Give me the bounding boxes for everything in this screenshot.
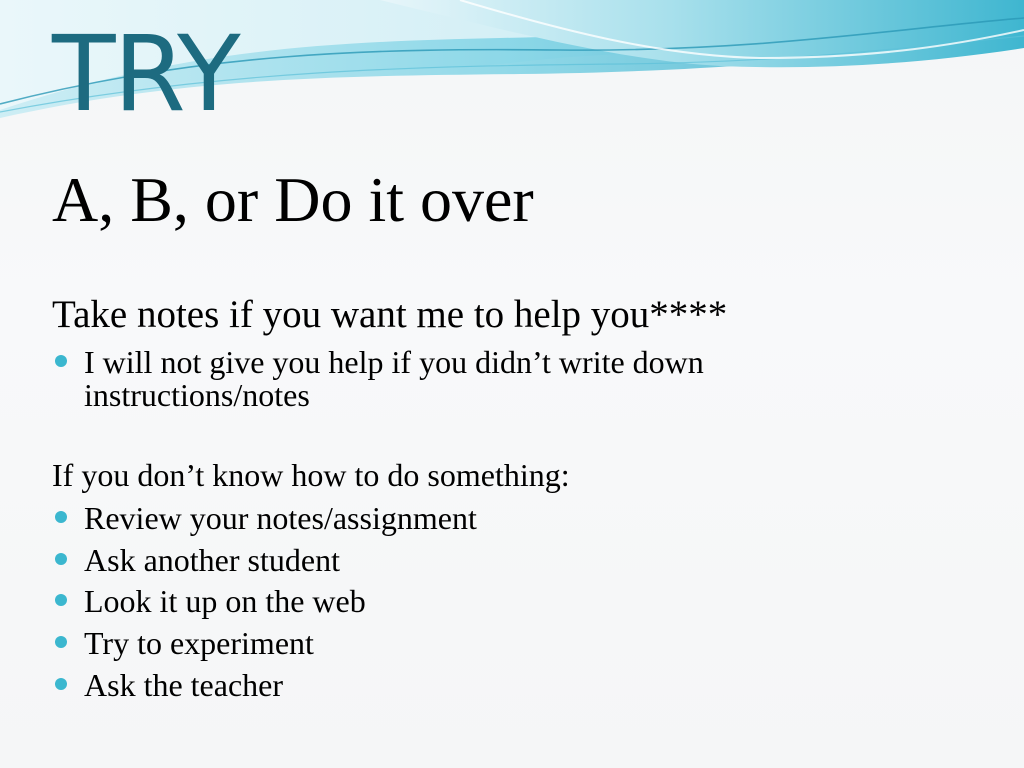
bullet-icon bbox=[55, 678, 67, 690]
bullet-icon bbox=[55, 355, 67, 367]
slide-title: TRY bbox=[52, 13, 239, 135]
list-item bbox=[52, 541, 477, 578]
bullet-icon bbox=[55, 594, 67, 606]
list-item-text: Ask another student bbox=[84, 541, 340, 578]
bullet-icon bbox=[55, 553, 67, 565]
section-heading-help: If you don’t know how to do something: bbox=[52, 457, 570, 493]
list-item-text: Try to experiment bbox=[84, 624, 314, 661]
bullet-icon bbox=[55, 511, 67, 523]
list-item bbox=[52, 624, 477, 661]
list-item bbox=[52, 346, 824, 413]
list-item bbox=[52, 502, 477, 535]
list-item bbox=[52, 666, 477, 703]
list-item-text: Review your notes/assignment bbox=[84, 500, 477, 536]
section-heading-notes: Take notes if you want me to help you**** bbox=[52, 293, 728, 336]
help-bullet-list bbox=[52, 502, 477, 710]
list-item bbox=[52, 585, 477, 618]
notes-bullet-list bbox=[52, 346, 824, 422]
slide-subtitle: A, B, or Do it over bbox=[52, 164, 534, 235]
list-item-text: Look it up on the web bbox=[84, 583, 366, 620]
list-item-text: Ask the teacher bbox=[84, 666, 284, 703]
list-item-text: I will not give you help if you didn’t write down instructions/notes bbox=[84, 344, 704, 414]
bullet-icon bbox=[55, 636, 67, 648]
